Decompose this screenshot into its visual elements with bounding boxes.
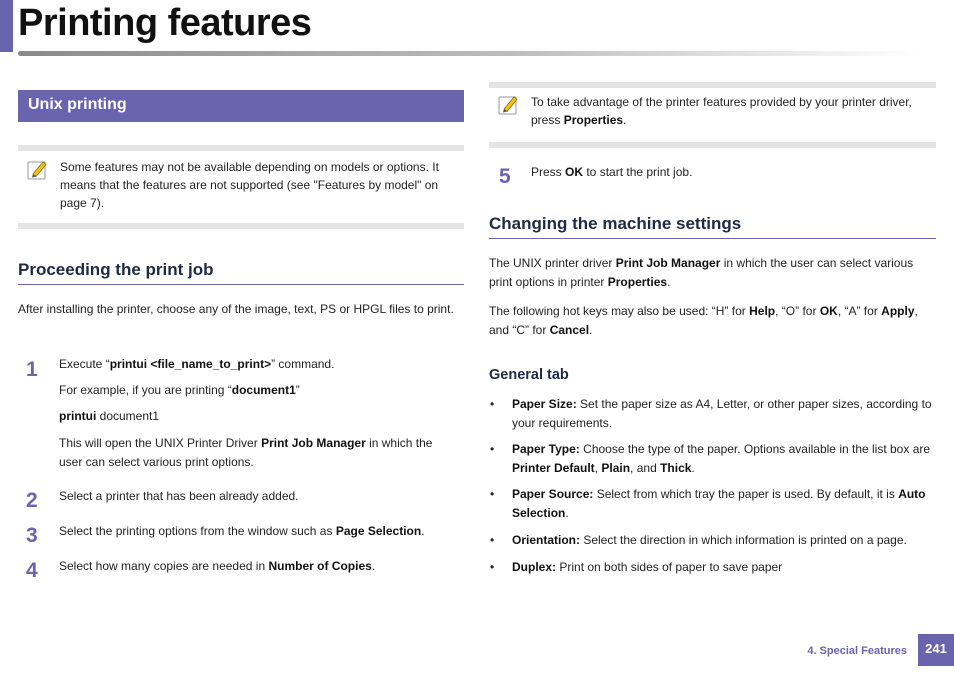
- bullet-marker: •: [490, 487, 495, 501]
- paper-type-opt2: Plain: [601, 461, 631, 475]
- orientation-label: Orientation:: [512, 533, 580, 547]
- step1-command: printui <file_name_to_print>: [109, 357, 272, 371]
- note-box-properties: [489, 82, 936, 148]
- step1-cmd2-bold: printui: [59, 409, 97, 423]
- step1-pre: Execute “: [59, 357, 110, 371]
- proceeding-intro: After installing the printer, choose any of the image, text, PS or HPGL files to print.: [18, 302, 454, 316]
- machine-p1-bold2: Properties: [607, 275, 668, 289]
- bullet-marker: •: [490, 533, 495, 547]
- paper-source-text: Select from which tray the paper is used. By default, it is: [593, 487, 899, 501]
- note-pencil-icon: [497, 94, 521, 116]
- step4-text: [59, 557, 459, 576]
- bullet-orientation: [512, 531, 942, 550]
- hotkey-apply: Apply: [881, 304, 915, 318]
- step3-bold: Page Selection: [335, 524, 422, 538]
- note-box: [18, 145, 464, 229]
- step-number-3: 3: [26, 524, 38, 547]
- step-number-2: 2: [26, 489, 38, 512]
- orientation-text: Select the direction in which information is printed on a page.: [580, 533, 907, 547]
- bullet-paper-type: [512, 440, 938, 478]
- paper-type-end: .: [691, 461, 695, 475]
- bullet-marker: •: [490, 397, 495, 411]
- step-number-1: 1: [26, 358, 38, 381]
- page-title: Printing features: [18, 2, 312, 44]
- step5-pre: Press: [531, 165, 566, 179]
- step4-bold: Number of Copies: [268, 559, 372, 573]
- paper-type-sep1: ,: [594, 461, 602, 475]
- machine-p2-e: .: [589, 323, 593, 337]
- step3-text: [59, 522, 459, 541]
- note2-pre: To take advantage of the printer features provided by your printer driver, press: [531, 95, 912, 127]
- duplex-label: Duplex:: [512, 560, 557, 574]
- page-number: 241: [918, 634, 954, 666]
- machine-p2-b: , “O” for: [775, 304, 820, 318]
- step1-example: [59, 381, 459, 400]
- bullet-duplex: [512, 558, 938, 577]
- step-number-4: 4: [26, 559, 38, 582]
- step1-example-doc: document1: [231, 383, 296, 397]
- step1-open-post: in which the user can select various print options.: [59, 436, 433, 469]
- duplex-text: Print on both sides of paper to save paper: [556, 560, 783, 574]
- proceeding-heading: Proceeding the print job: [18, 260, 464, 285]
- title-rule: [18, 51, 918, 56]
- hotkey-ok: OK: [819, 304, 838, 318]
- machine-para-2: [489, 302, 936, 340]
- hotkey-help: Help: [749, 304, 776, 318]
- step5-bold: OK: [565, 165, 584, 179]
- step-number-5: 5: [499, 165, 511, 188]
- paper-source-end: .: [565, 506, 569, 520]
- step1-post: ” command.: [271, 357, 335, 371]
- bullet-paper-size: [512, 395, 938, 433]
- machine-p1-bold1: Print Job Manager: [615, 256, 721, 270]
- step1-example-post: ”: [295, 383, 300, 397]
- paper-type-sep2: , and: [630, 461, 661, 475]
- machine-p2-c: , “A” for: [837, 304, 882, 318]
- machine-p1-mid: in which the user can select various print options in printer: [489, 256, 914, 289]
- machine-p2-d: , and “C” for: [489, 304, 918, 337]
- paper-size-text: Set the paper size as A4, Letter, or other paper sizes, according to your requirements.: [512, 397, 932, 430]
- paper-source-bold: Auto Selection: [512, 487, 926, 520]
- note-properties-text: [531, 93, 928, 129]
- bullet-paper-source: [512, 485, 938, 523]
- title-accent-bar: [0, 0, 13, 52]
- paper-type-opt3: Thick: [660, 461, 692, 475]
- step5-post: to start the print job.: [583, 165, 693, 179]
- step4-pre: Select how many copies are needed in: [59, 559, 269, 573]
- step1-open-pre: This will open the UNIX Printer Driver: [59, 436, 262, 450]
- machine-p2-a: The following hot keys may also be used: “H” for: [489, 304, 750, 318]
- note-pencil-icon: [26, 159, 50, 181]
- note2-post: .: [623, 113, 627, 127]
- step1-cmd2-rest: document1: [96, 409, 160, 423]
- step1-command-line: [59, 407, 459, 426]
- machine-para-1: [489, 254, 936, 292]
- footer-chapter: 4. Special Features: [807, 645, 907, 657]
- step1-text: [59, 355, 459, 374]
- section-title-bar: [18, 90, 464, 122]
- paper-type-label: Paper Type:: [512, 442, 580, 456]
- hotkey-cancel: Cancel: [549, 323, 590, 337]
- bullet-marker: •: [490, 442, 495, 456]
- note-text: Some features may not be available depending on models or options. It means that the features are not supported (see "Features by model" on page 7).: [60, 160, 439, 210]
- machine-p1-post: .: [667, 275, 671, 289]
- step1-open-bold: Print Job Manager: [261, 436, 366, 450]
- step4-post: .: [371, 559, 376, 573]
- step1-example-pre: For example, if you are printing “: [59, 383, 232, 397]
- step3-pre: Select the printing options from the window such as: [59, 524, 336, 538]
- paper-type-text: Choose the type of the paper. Options available in the list box are: [579, 442, 931, 456]
- general-tab-heading: General tab: [489, 367, 569, 383]
- machine-p1-pre: The UNIX printer driver: [489, 256, 616, 270]
- bullet-marker: •: [490, 560, 495, 574]
- machine-settings-heading: Changing the machine settings: [489, 214, 936, 239]
- step2-text: Select a printer that has been already added.: [59, 489, 299, 503]
- paper-source-label: Paper Source:: [512, 487, 594, 501]
- note2-bold: Properties: [563, 113, 624, 127]
- step1-open-text: [59, 434, 459, 472]
- step3-post: .: [421, 524, 425, 538]
- paper-type-opt1: Printer Default: [512, 461, 595, 475]
- section-title: Unix printing: [28, 96, 127, 113]
- paper-size-label: Paper Size:: [512, 397, 577, 411]
- step5-text: [531, 163, 931, 182]
